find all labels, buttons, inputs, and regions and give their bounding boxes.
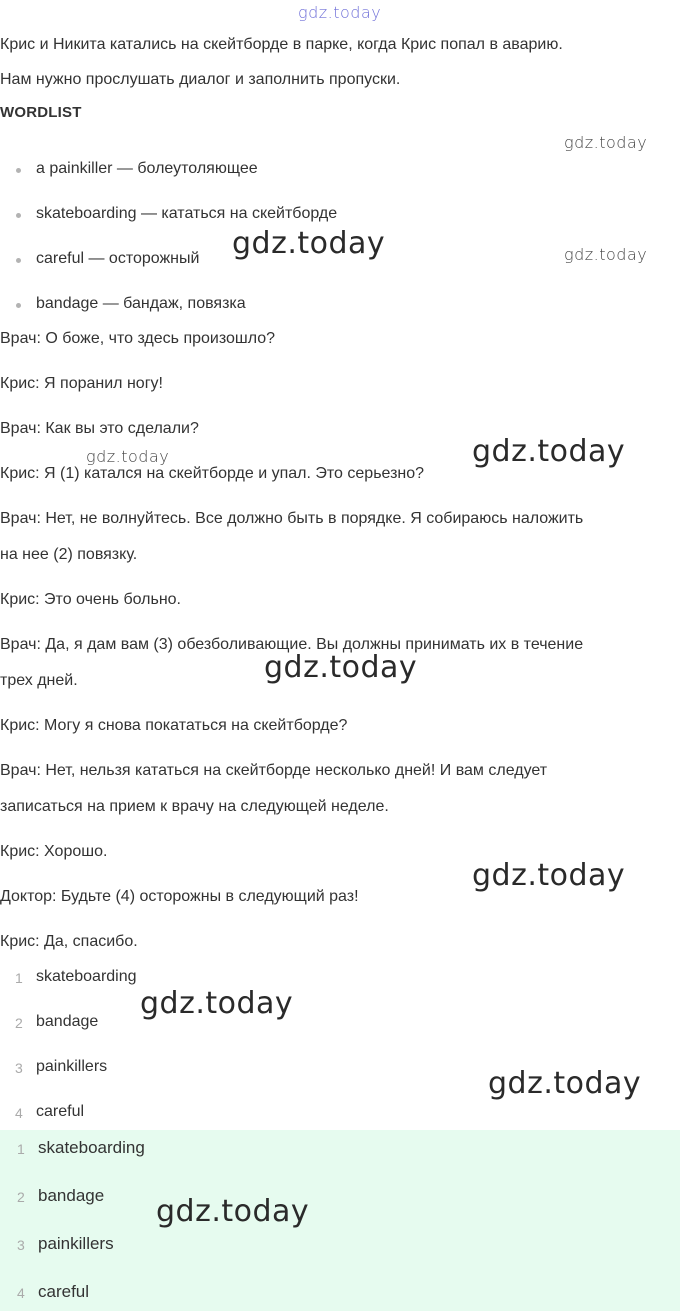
dialogue-line: записаться на прием к врачу на следующей неделе. xyxy=(0,798,389,815)
watermark-logo: gdz.today xyxy=(298,3,382,22)
dialogue-line: Крис: Это очень больно. xyxy=(0,591,181,608)
dialogue-line: Крис: Хорошо. xyxy=(0,843,108,860)
list-number: 3 xyxy=(15,1060,23,1076)
watermark: gdz.today xyxy=(232,226,386,261)
watermark: gdz.today xyxy=(472,858,626,893)
dialogue-line: Крис: Я поранил ногу! xyxy=(0,375,163,392)
dialogue-line: Крис: Могу я снова покататься на скейтборде? xyxy=(0,717,348,734)
dialogue-line: Врач: Как вы это сделали? xyxy=(0,420,199,437)
bullet-icon xyxy=(16,258,21,263)
answer-number: 1 xyxy=(17,1141,25,1157)
wordlist-item: bandage — бандаж, повязка xyxy=(36,295,246,312)
bullet-icon xyxy=(16,303,21,308)
list-item: bandage xyxy=(36,1013,99,1030)
list-number: 4 xyxy=(15,1105,23,1121)
intro-line-2: Нам нужно прослушать диалог и заполнить пропуски. xyxy=(0,71,401,88)
list-item: painkillers xyxy=(36,1058,108,1075)
watermark: gdz.today xyxy=(156,1194,310,1229)
list-item: careful xyxy=(36,1103,85,1120)
answer-item: painkillers xyxy=(38,1234,114,1253)
dialogue-line: Доктор: Будьте (4) осторожны в следующий раз! xyxy=(0,888,359,905)
answer-number: 2 xyxy=(17,1189,25,1205)
dialogue-line: Врач: Нет, нельзя кататься на скейтборде несколько дней! И вам следует xyxy=(0,762,548,779)
dialogue-line: Крис: Я (1) катался на скейтборде и упал. Это серьезно? xyxy=(0,465,425,482)
watermark: gdz.today xyxy=(264,650,418,685)
list-number: 2 xyxy=(15,1015,23,1031)
intro-line-1: Крис и Никита катались на скейтборде в парке, когда Крис попал в аварию. xyxy=(0,36,563,53)
wordlist-item: skateboarding — кататься на скейтборде xyxy=(36,205,338,222)
dialogue-line: Врач: О боже, что здесь произошло? xyxy=(0,330,276,347)
watermark: gdz.today xyxy=(140,986,294,1021)
answer-item: careful xyxy=(38,1282,90,1301)
dialogue-line: на нее (2) повязку. xyxy=(0,546,138,563)
bullet-icon xyxy=(16,213,21,218)
wordlist-item: a painkiller — болеутоляющее xyxy=(36,160,258,177)
answer-number: 4 xyxy=(17,1285,25,1301)
bullet-icon xyxy=(16,168,21,173)
list-number: 1 xyxy=(15,970,23,986)
wordlist-item: careful — осторожный xyxy=(36,250,200,267)
watermark: gdz.today xyxy=(472,434,626,469)
dialogue-line: Врач: Нет, не волнуйтесь. Все должно быть в порядке. Я собираюсь наложить xyxy=(0,510,584,527)
list-item: skateboarding xyxy=(36,968,137,985)
answer-item: bandage xyxy=(38,1186,105,1205)
watermark: gdz.today xyxy=(86,447,170,466)
wordlist-title: WORDLIST xyxy=(0,104,82,121)
watermark: gdz.today xyxy=(488,1066,642,1101)
answer-number: 3 xyxy=(17,1237,25,1253)
answer-item: skateboarding xyxy=(38,1138,145,1157)
watermark: gdz.today xyxy=(564,133,648,152)
dialogue-line: Крис: Да, спасибо. xyxy=(0,933,138,950)
dialogue-line: Врач: Да, я дам вам (3) обезболивающие. Вы должны принимать их в течение xyxy=(0,636,584,653)
watermark: gdz.today xyxy=(564,245,648,264)
dialogue-line: трех дней. xyxy=(0,672,78,689)
